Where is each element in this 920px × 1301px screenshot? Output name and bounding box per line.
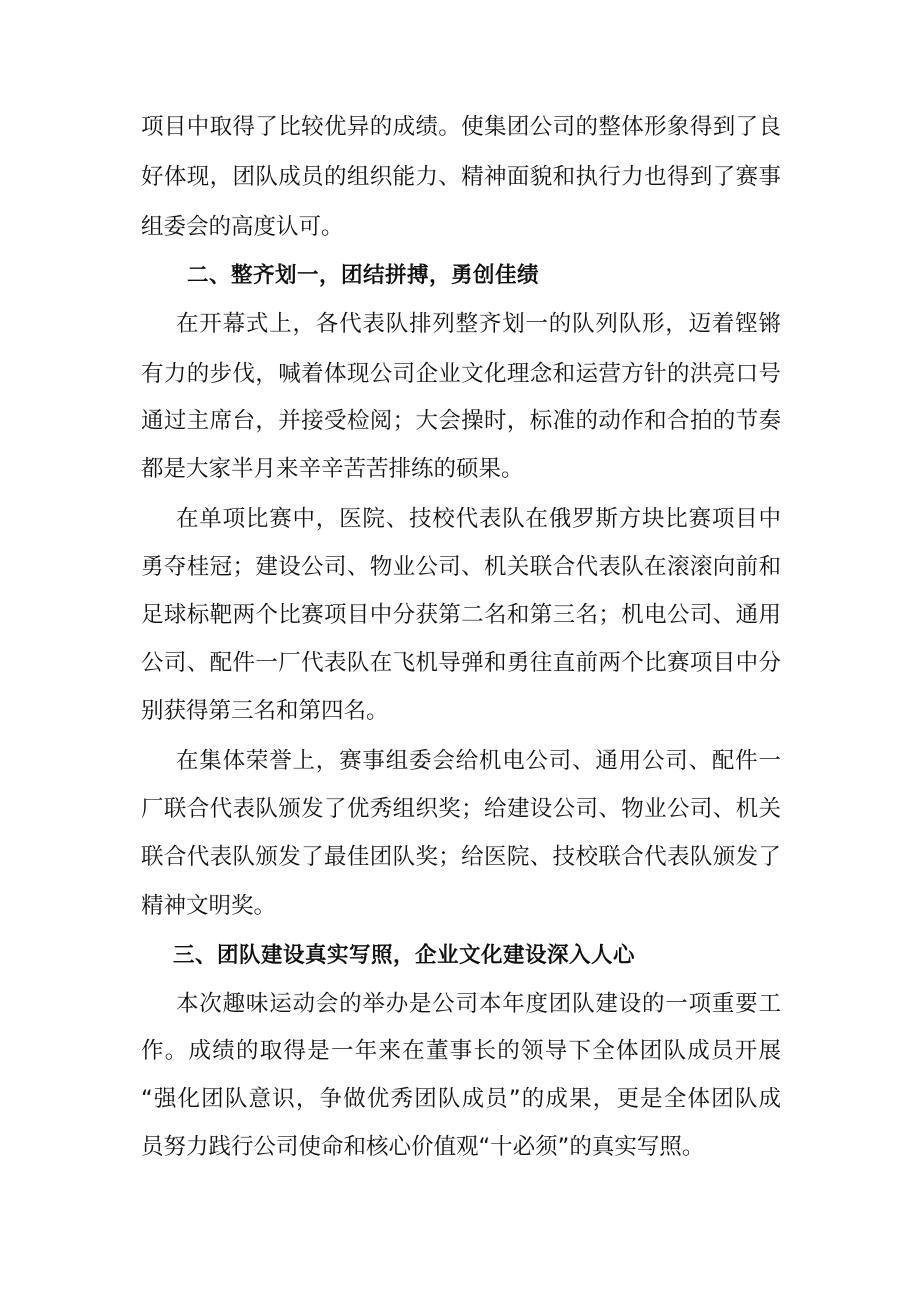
paragraph-5-line-3: “强化团队意识，争做优秀团队成员”的成果，更是全体团队成 [141,1086,781,1112]
paragraph-3-line-5: 别获得第三名和第四名。 [141,698,389,724]
paragraph-5-line-2: 作。成绩的取得是一年来在董事长的领导下全体团队成员开展 [141,1038,781,1064]
paragraph-2-line-4: 都是大家半月来辛辛苦苦排练的硕果。 [141,456,524,482]
paragraph-3-line-3: 足球标靶两个比赛项目中分获第二名和第三名；机电公司、通用 [141,602,781,628]
paragraph-5-line-4: 员努力践行公司使命和核心价值观“十必须”的真实写照。 [141,1134,705,1160]
paragraph-5-line-1: 本次趣味运动会的举办是公司本年度团队建设的一项重要工 [176,991,781,1017]
section-heading-2: 二、整齐划一，团结拼搏，勇创佳绩 [187,263,540,288]
paragraph-4-line-3: 联合代表队颁发了最佳团队奖；给医院、技校联合代表队颁发了 [141,844,781,870]
section-heading-3: 三、团队建设真实写照，企业文化建设深入人心 [173,943,636,968]
paragraph-1-line-3: 组委会的高度认可。 [141,214,344,240]
paragraph-2-line-2: 有力的步伐，喊着体现公司企业文化理念和运营方针的洪亮口号 [141,361,781,387]
paragraph-3-line-1: 在单项比赛中，医院、技校代表队在俄罗斯方块比赛项目中 [176,506,781,532]
paragraph-3-line-4: 公司、配件一厂代表队在飞机导弹和勇往直前两个比赛项目中分 [141,650,781,676]
paragraph-4-line-1: 在集体荣誉上，赛事组委会给机电公司、通用公司、配件一 [176,748,781,774]
paragraph-2-line-1: 在开幕式上，各代表队排列整齐划一的队列队形，迈着铿锵 [176,311,781,337]
paragraph-4-line-4: 精神文明奖。 [141,893,277,919]
paragraph-3-line-2: 勇夺桂冠；建设公司、物业公司、机关联合代表队在滚滚向前和 [141,554,781,580]
paragraph-4-line-2: 厂联合代表队颁发了优秀组织奖；给建设公司、物业公司、机关 [141,796,781,822]
paragraph-1-line-2: 好体现，团队成员的组织能力、精神面貌和执行力也得到了赛事 [141,164,781,190]
paragraph-1-line-1: 项目中取得了比较优异的成绩。使集团公司的整体形象得到了良 [141,114,781,140]
paragraph-2-line-3: 通过主席台，并接受检阅；大会操时，标准的动作和合拍的节奏 [141,408,781,434]
